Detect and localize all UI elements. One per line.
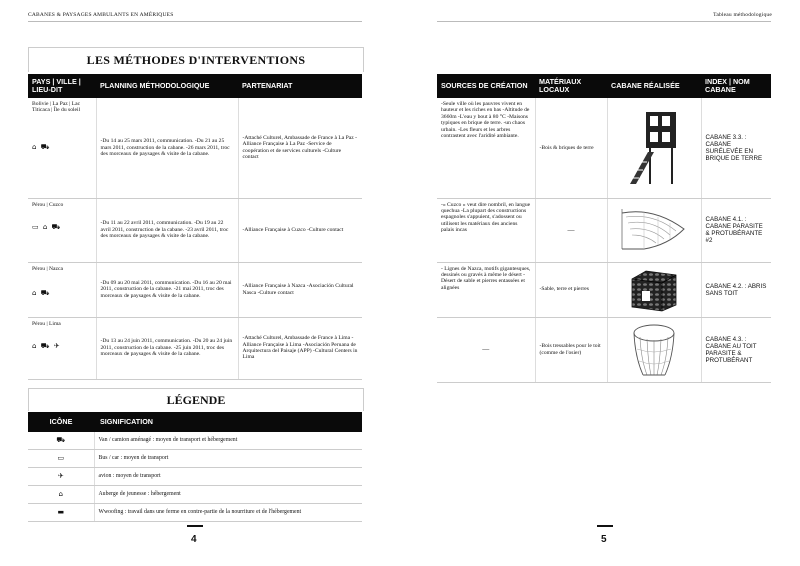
planning-text: -Du 13 au 24 juin 2011, communication. -Du 20 au 24 juin 2011, construction de la cabane. -25 juin 2011, troc des morceaux de paysages & visite de la cabane. (96, 317, 238, 379)
sources-text: -Seule ville où les pauvres vivent en hauteur et les riches en bas -Altitude de 3660m -L'eau y bout à 80 °C -Maisons typiques en brique de terre. -un chaos urbain. -Les fleurs et les arbres contrastent avec l'aridité ambiante. (437, 98, 535, 198)
table-row (437, 262, 771, 317)
col-header-sources: SOURCES DE CRÉATION (437, 74, 535, 98)
page-title: LES MÉTHODES D'INTERVENTIONS (28, 47, 364, 72)
parasite-shell-image (614, 205, 694, 255)
woven-dome-image (629, 321, 679, 379)
partners-text: -Alliance Française à Nazca -Asociación Cultural Nasca -Culture contact (238, 262, 362, 317)
transport-icons: ▭ ⌂ ⛟ (32, 222, 62, 231)
materials-text: — (535, 198, 607, 262)
planning-text: -Du 11 au 22 avril 2011, communication. -Du 19 au 22 avril 2011, construction de la cabane. -23 avril 2011, troc des morceaux de paysages & visite de la cabane. (96, 198, 238, 262)
sources-text: — (437, 317, 535, 382)
page-number-left: 4 (191, 534, 197, 545)
place-text: Pérou | Cuzco (32, 201, 64, 208)
legend-table (28, 412, 362, 522)
materials-text: -Bois & briques de terre (535, 98, 607, 198)
header-rule-left (28, 21, 362, 22)
table-row (28, 262, 362, 317)
cabane-index: CABANE 4.3. : CABANE AU TOIT PARASITE & PROTUBÉRANT (701, 317, 771, 382)
partners-text: -Attaché Culturel, Ambassade de France à La Paz -Alliance Française à La Paz -Service de coopération et de services culturels -Culture contact (238, 98, 362, 198)
page-number-bar-right (597, 525, 613, 527)
legend-col-meaning: SIGNIFICATION (94, 412, 362, 432)
table-row (437, 98, 771, 198)
col-header-partners: PARTENARIAT (238, 74, 362, 98)
planning-text: -Du 09 au 20 mai 2011, communication. -Du 16 au 20 mai 2011, construction de la cabane. -21 mai 2011, troc des morceaux de paysages & visite de la cabane. (96, 262, 238, 317)
page-number-bar-left (187, 525, 203, 527)
legend-row (28, 432, 362, 450)
cabane-index: CABANE 4.1. : CABANE PARASITE & PROTUBÉRANTE #2 (701, 198, 771, 262)
col-header-planning: PLANNING MÉTHODOLOGIQUE (96, 74, 238, 98)
table-row (437, 317, 771, 382)
hostel-icon: ⌂ (28, 486, 94, 504)
farm-icon: ▬ (28, 504, 94, 522)
legend-text: Wwoofing : travail dans une ferme en contre-partie de la nourriture et de l'hébergement (94, 504, 362, 522)
partners-text: -Alliance Française à Cuzco -Culture contact (238, 198, 362, 262)
materials-text: -Sable, terre et pierres (535, 262, 607, 317)
legend-text: Van / camion aménagé : moyen de transport et hébergement (94, 432, 362, 450)
legend-row (28, 450, 362, 468)
legend-row (28, 468, 362, 486)
table-row (28, 198, 362, 262)
planning-text: -Du 14 au 25 mars 2011, communication. -Du 21 au 25 mars 2011, construction de la cabane. -26 mars 2011, troc des morceaux de paysages & visite de la cabane. (96, 98, 238, 198)
partners-text: -Attaché Culturel, Ambassade de France à Lima -Alliance Française à Lima -Asociación Peruana de Arquitectura del Paisaje (APP) -Cultural Centers in Lima (238, 317, 362, 379)
cabane-index: CABANE 4.2. : ABRIS SANS TOIT (701, 262, 771, 317)
transport-icons: ⌂ ⛟ ✈ (32, 341, 61, 350)
bus-icon: ▭ (28, 450, 94, 468)
van-icon: ⛟ (28, 432, 94, 450)
plane-icon: ✈ (28, 468, 94, 486)
table-row (28, 317, 362, 379)
running-header-left: CABANES & PAYSAGES AMBULANTS EN AMÉRIQUES (28, 12, 174, 18)
legend-row (28, 504, 362, 522)
legend-text: Bus / car : moyen de transport (94, 450, 362, 468)
methods-table (28, 74, 362, 380)
running-header-right: Tableau méthodologique (713, 12, 772, 18)
place-text: Pérou | Lima (32, 320, 61, 327)
sources-text: - Lignes de Nazca, motifs gigantesques, dessinés ou gravés à même le désert -Désert de sable et pierres entassées et alignées (437, 262, 535, 317)
col-header-index: INDEX | NOM CABANE (701, 74, 771, 98)
place-text: Bolivie | La Paz | Lac Titicaca | Île du soleil (32, 101, 81, 114)
transport-icons: ⌂ ⛟ (32, 288, 51, 297)
sources-text: -« Cuzco » veut dire nombril, en langue quechua -La plupart des constructions espagnoles s'appuient, s'adossent ou utilisent les matériaux des anciens palais incas (437, 198, 535, 262)
cabane-index: CABANE 3.3. : CABANE SURÉLEVÉE EN BRIQUE DE TERRE (701, 98, 771, 198)
col-header-place: PAYS | VILLE | LIEU-DIT (28, 74, 96, 98)
col-header-materials: MATÉRIAUX LOCAUX (535, 74, 607, 98)
transport-icons: ⌂ ⛟ (32, 142, 51, 151)
materials-text: -Bois tressables pour le toit (comme de l'osier) (535, 317, 607, 382)
stone-cube-image (624, 267, 684, 313)
legend-row (28, 486, 362, 504)
table-row (28, 98, 362, 198)
legend-title: LÉGENDE (28, 388, 364, 411)
header-rule-right (437, 21, 771, 22)
legend-text: avion : moyen de transport (94, 468, 362, 486)
legend-text: Auberge de jeunesse : hébergement (94, 486, 362, 504)
place-text: Pérou | Nazca (32, 265, 63, 272)
page-number-right: 5 (601, 534, 607, 545)
elevated-hut-image (624, 108, 684, 188)
table-row (437, 198, 771, 262)
sources-table (437, 74, 771, 383)
legend-col-icon: ICÔNE (28, 412, 94, 432)
col-header-cabane: CABANE RÉALISÉE (607, 74, 701, 98)
